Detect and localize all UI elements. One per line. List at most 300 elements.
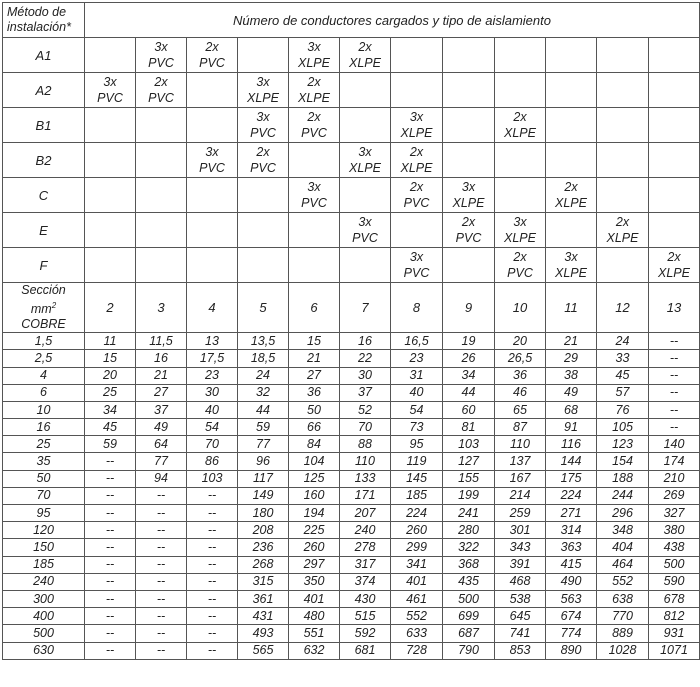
column-number: 7: [340, 283, 391, 333]
ampacity-value: 40: [187, 401, 238, 418]
ampacity-value: 33: [597, 350, 649, 367]
insulation-cell: [495, 213, 546, 248]
ampacity-value: 160: [289, 487, 340, 504]
insulation-text: XLPE: [400, 126, 433, 140]
section-value: 185: [3, 556, 85, 573]
ampacity-value: 36: [495, 367, 546, 384]
ampacity-value: 84: [289, 436, 340, 453]
table-row: [3, 590, 700, 607]
ampacity-value: 853: [495, 642, 546, 659]
ampacity-value: 149: [238, 487, 289, 504]
ampacity-value: 240: [340, 522, 391, 539]
ampacity-value: 88: [340, 436, 391, 453]
ampacity-value: 50: [289, 401, 340, 418]
ampacity-value: 480: [289, 608, 340, 625]
insulation-text: 2x: [461, 215, 476, 229]
section-value: 1,5: [3, 333, 85, 350]
ampacity-value: 127: [443, 453, 495, 470]
section-value: 35: [3, 453, 85, 470]
insulation-cell: [238, 178, 289, 213]
ampacity-value: 244: [597, 487, 649, 504]
ampacity-value: 180: [238, 505, 289, 522]
ampacity-value: 103: [187, 470, 238, 487]
ampacity-value: 119: [391, 453, 443, 470]
ampacity-value: 361: [238, 590, 289, 607]
insulation-cell: [85, 73, 136, 108]
ampacity-value: 65: [495, 401, 546, 418]
insulation-cell: [187, 248, 238, 283]
insulation-text: XLPE: [504, 126, 536, 140]
table-row: [3, 539, 700, 556]
insulation-cell: [340, 178, 391, 213]
ampacity-value: 140: [649, 436, 700, 453]
insulation-cell: [289, 143, 340, 178]
ampacity-value: 11: [85, 333, 136, 350]
ampacity-value: 70: [340, 419, 391, 436]
ampacity-value: 350: [289, 573, 340, 590]
ampacity-value: 34: [85, 401, 136, 418]
insulation-text: 3x: [564, 250, 578, 264]
ampacity-value: 44: [443, 384, 495, 401]
column-number: 12: [597, 283, 649, 333]
ampacity-value: 280: [443, 522, 495, 539]
ampacity-value: 210: [649, 470, 700, 487]
column-number: 4: [187, 283, 238, 333]
insulation-cell: [85, 178, 136, 213]
ampacity-value: 57: [597, 384, 649, 401]
insulation-cell: [289, 178, 340, 213]
ampacity-value: 678: [649, 590, 700, 607]
insulation-text: 3x: [205, 145, 219, 159]
ampacity-value: 52: [340, 401, 391, 418]
insulation-text: PVC: [199, 56, 225, 70]
ampacity-value: 296: [597, 505, 649, 522]
ampacity-value: 54: [187, 419, 238, 436]
insulation-cell: [289, 38, 340, 73]
ampacity-value: 46: [495, 384, 546, 401]
ampacity-value: --: [85, 487, 136, 504]
insulation-text: PVC: [403, 196, 430, 210]
insulation-cell: [289, 73, 340, 108]
ampacity-value: 23: [391, 350, 443, 367]
insulation-cell: [391, 143, 443, 178]
table-row: [3, 505, 700, 522]
ampacity-value: 25: [85, 384, 136, 401]
insulation-text: PVC: [301, 126, 327, 140]
insulation-cell: [649, 248, 700, 283]
ampacity-value: 500: [443, 590, 495, 607]
insulation-text: 2x: [307, 75, 321, 89]
insulation-cell: [649, 108, 700, 143]
insulation-cell: [546, 213, 597, 248]
ampacity-value: 681: [340, 642, 391, 659]
section-value: 25: [3, 436, 85, 453]
insulation-cell: [187, 143, 238, 178]
method-row-a2: [3, 73, 700, 108]
method-rows: [3, 38, 700, 283]
insulation-text: 2x: [615, 215, 630, 229]
ampacity-value: 687: [443, 625, 495, 642]
section-value: 10: [3, 401, 85, 418]
insulation-text: 2x: [564, 180, 578, 194]
insulation-cell: [597, 213, 649, 248]
insulation-cell: [546, 38, 597, 73]
insulation-text: 2x: [307, 110, 321, 124]
insulation-cell: [238, 73, 289, 108]
ampacity-value: 45: [597, 367, 649, 384]
ampacity-value: 30: [340, 367, 391, 384]
insulation-text: PVC: [148, 91, 174, 105]
section-value: 2,5: [3, 350, 85, 367]
ampacity-value: --: [136, 608, 187, 625]
section-value: 6: [3, 384, 85, 401]
ampacity-value: --: [136, 487, 187, 504]
ampacity-value: 16: [340, 333, 391, 350]
insulation-cell: [136, 143, 187, 178]
ampacity-value: 144: [546, 453, 597, 470]
ampacity-value: --: [136, 573, 187, 590]
ampacity-value: 94: [136, 470, 187, 487]
insulation-cell: [85, 38, 136, 73]
ampacity-value: --: [187, 608, 238, 625]
ampacity-value: 110: [495, 436, 546, 453]
insulation-text: 3x: [307, 180, 321, 194]
ampacity-value: --: [85, 522, 136, 539]
ampacity-value: 468: [495, 573, 546, 590]
ampacity-value: 301: [495, 522, 546, 539]
insulation-cell: [391, 213, 443, 248]
ampacity-value: 225: [289, 522, 340, 539]
ampacity-value: 224: [391, 505, 443, 522]
ampacity-value: 415: [546, 556, 597, 573]
insulation-cell: [238, 143, 289, 178]
ampacity-value: 38: [546, 367, 597, 384]
ampacity-value: --: [85, 556, 136, 573]
ampacity-value: 87: [495, 419, 546, 436]
ampacity-value: 1071: [649, 642, 700, 659]
insulation-text: 3x: [358, 145, 372, 159]
table-row: [3, 556, 700, 573]
ampacity-value: 343: [495, 539, 546, 556]
ampacity-value: 348: [597, 522, 649, 539]
ampacity-value: 40: [391, 384, 443, 401]
ampacity-value: 931: [649, 625, 700, 642]
table-row: [3, 333, 700, 350]
ampacity-value: 278: [340, 539, 391, 556]
section-value: 300: [3, 590, 85, 607]
insulation-cell: [443, 38, 495, 73]
ampacity-value: 29: [546, 350, 597, 367]
ampacity-value: 171: [340, 487, 391, 504]
insulation-text: PVC: [352, 231, 378, 245]
section-label: [3, 283, 85, 333]
ampacity-value: 16: [136, 350, 187, 367]
insulation-text: 2x: [205, 40, 219, 54]
column-number: 5: [238, 283, 289, 333]
ampacity-value: 16,5: [391, 333, 443, 350]
insulation-text: 3x: [307, 40, 321, 54]
ampacity-value: --: [85, 625, 136, 642]
insulation-cell: [391, 38, 443, 73]
ampacity-value: --: [85, 470, 136, 487]
ampacity-value: 49: [546, 384, 597, 401]
insulation-cell: [546, 178, 597, 213]
ampacity-value: 188: [597, 470, 649, 487]
ampacity-value: 194: [289, 505, 340, 522]
section-value: 630: [3, 642, 85, 659]
method-row-f: [3, 248, 700, 283]
method-row-b2: [3, 143, 700, 178]
column-number: 2: [85, 283, 136, 333]
insulation-cell: [597, 178, 649, 213]
ampacity-value: 199: [443, 487, 495, 504]
ampacity-value: 86: [187, 453, 238, 470]
method-label: E: [3, 213, 85, 248]
table-row: [3, 384, 700, 401]
section-value: 95: [3, 505, 85, 522]
method-label: F: [3, 248, 85, 283]
data-rows: [3, 333, 700, 660]
column-number: 13: [649, 283, 700, 333]
ampacity-value: 21: [546, 333, 597, 350]
ampacity-value: 493: [238, 625, 289, 642]
ampacity-value: 317: [340, 556, 391, 573]
ampacity-value: --: [136, 522, 187, 539]
insulation-text: XLPE: [452, 196, 485, 210]
ampacity-value: 155: [443, 470, 495, 487]
insulation-text: 2x: [358, 40, 372, 54]
insulation-cell: [238, 38, 289, 73]
insulation-cell: [443, 143, 495, 178]
insulation-text: 2x: [256, 145, 270, 159]
insulation-cell: [85, 108, 136, 143]
method-header-line2: instalación*: [7, 20, 71, 34]
ampacity-value: 68: [546, 401, 597, 418]
ampacity-value: 174: [649, 453, 700, 470]
section-header: [3, 283, 700, 333]
section-value: 4: [3, 367, 85, 384]
ampacity-value: 431: [238, 608, 289, 625]
table-row: [3, 453, 700, 470]
section-label-line2: [3, 298, 84, 317]
insulation-text: 2x: [154, 75, 168, 89]
insulation-text: XLPE: [400, 161, 433, 175]
method-header: [3, 3, 85, 38]
ampacity-value: 404: [597, 539, 649, 556]
table-row: [3, 401, 700, 418]
insulation-text: 3x: [461, 180, 476, 194]
insulation-text: 3x: [256, 110, 270, 124]
ampacity-value: 638: [597, 590, 649, 607]
ampacity-value: 24: [238, 367, 289, 384]
insulation-text: XLPE: [349, 56, 381, 70]
ampacity-value: 20: [495, 333, 546, 350]
ampacity-value: 167: [495, 470, 546, 487]
ampacity-value: --: [85, 453, 136, 470]
insulation-cell: [340, 143, 391, 178]
method-label: C: [3, 178, 85, 213]
insulation-cell: [340, 73, 391, 108]
method-label: B2: [3, 143, 85, 178]
ampacity-value: 297: [289, 556, 340, 573]
ampacity-value: 32: [238, 384, 289, 401]
column-number: 3: [136, 283, 187, 333]
insulation-cell: [289, 248, 340, 283]
insulation-text: 3x: [513, 215, 527, 229]
insulation-cell: [340, 248, 391, 283]
table-row: [3, 642, 700, 659]
ampacity-value: 438: [649, 539, 700, 556]
insulation-cell: [597, 108, 649, 143]
ampacity-value: 592: [340, 625, 391, 642]
insulation-text: 2x: [513, 110, 527, 124]
ampacity-value: 64: [136, 436, 187, 453]
column-number: 10: [495, 283, 546, 333]
ampacity-value: 24: [597, 333, 649, 350]
ampacity-value: 374: [340, 573, 391, 590]
ampacity-value: --: [649, 333, 700, 350]
ampacity-value: 21: [136, 367, 187, 384]
ampacity-value: 133: [340, 470, 391, 487]
insulation-text: XLPE: [298, 91, 330, 105]
ampacity-value: 699: [443, 608, 495, 625]
ampacity-value: 36: [289, 384, 340, 401]
ampacity-value: 137: [495, 453, 546, 470]
ampacity-value: 45: [85, 419, 136, 436]
insulation-text: 3x: [103, 75, 117, 89]
ampacity-value: --: [187, 487, 238, 504]
ampacity-value: 95: [391, 436, 443, 453]
section-value: 70: [3, 487, 85, 504]
ampacity-value: 461: [391, 590, 443, 607]
ampacity-value: 260: [391, 522, 443, 539]
ampacity-value: 380: [649, 522, 700, 539]
ampacity-value: 125: [289, 470, 340, 487]
column-number: 6: [289, 283, 340, 333]
ampacity-value: 728: [391, 642, 443, 659]
insulation-cell: [340, 108, 391, 143]
insulation-cell: [136, 73, 187, 108]
ampacity-value: 145: [391, 470, 443, 487]
ampacity-value: 77: [238, 436, 289, 453]
section-header-row: [3, 283, 700, 333]
ampacity-value: 77: [136, 453, 187, 470]
insulation-cell: [649, 143, 700, 178]
insulation-cell: [597, 38, 649, 73]
insulation-cell: [649, 73, 700, 108]
ampacity-value: 103: [443, 436, 495, 453]
ampacity-value: 37: [340, 384, 391, 401]
insulation-cell: [546, 143, 597, 178]
ampacity-value: --: [136, 556, 187, 573]
ampacity-value: --: [85, 573, 136, 590]
column-number: 9: [443, 283, 495, 333]
ampacity-value: 224: [546, 487, 597, 504]
ampacity-value: 123: [597, 436, 649, 453]
method-row-e: [3, 213, 700, 248]
insulation-text: XLPE: [606, 231, 639, 245]
ampacity-value: 34: [443, 367, 495, 384]
insulation-cell: [136, 248, 187, 283]
table-row: [3, 350, 700, 367]
ampacity-value: 116: [546, 436, 597, 453]
ampacity-value: --: [187, 522, 238, 539]
ampacity-value: 110: [340, 453, 391, 470]
ampacity-value: 269: [649, 487, 700, 504]
ampacity-value: 299: [391, 539, 443, 556]
ampacity-value: 154: [597, 453, 649, 470]
insulation-cell: [546, 248, 597, 283]
insulation-text: PVC: [97, 91, 123, 105]
ampacity-value: 60: [443, 401, 495, 418]
insulation-cell: [391, 108, 443, 143]
section-value: 50: [3, 470, 85, 487]
section-value: 150: [3, 539, 85, 556]
insulation-text: 2x: [409, 180, 424, 194]
ampacity-value: 54: [391, 401, 443, 418]
ampacity-value: 175: [546, 470, 597, 487]
insulation-text: 3x: [154, 40, 168, 54]
insulation-text: PVC: [250, 161, 276, 175]
ampacity-value: 260: [289, 539, 340, 556]
insulation-cell: [289, 108, 340, 143]
insulation-cell: [443, 73, 495, 108]
ampacity-value: 563: [546, 590, 597, 607]
insulation-text: PVC: [507, 266, 533, 280]
insulation-text: PVC: [301, 196, 327, 210]
insulation-cell: [340, 213, 391, 248]
insulation-text: 2x: [513, 250, 527, 264]
insulation-cell: [187, 213, 238, 248]
ampacity-value: 590: [649, 573, 700, 590]
ampacity-value: 27: [136, 384, 187, 401]
ampacity-value: 241: [443, 505, 495, 522]
column-number: 11: [546, 283, 597, 333]
ampacity-value: 13: [187, 333, 238, 350]
insulation-cell: [597, 143, 649, 178]
table-row: [3, 608, 700, 625]
ampacity-value: 268: [238, 556, 289, 573]
insulation-cell: [443, 248, 495, 283]
ampacity-value: 391: [495, 556, 546, 573]
ampacity-value: 770: [597, 608, 649, 625]
table-row: [3, 470, 700, 487]
ampacity-value: --: [85, 590, 136, 607]
ampacity-value: 341: [391, 556, 443, 573]
insulation-text: 2x: [409, 145, 424, 159]
insulation-cell: [136, 213, 187, 248]
insulation-text: PVC: [250, 126, 276, 140]
insulation-cell: [85, 213, 136, 248]
ampacity-value: 17,5: [187, 350, 238, 367]
ampacity-value: 464: [597, 556, 649, 573]
ampacity-value: 315: [238, 573, 289, 590]
ampacity-value: 30: [187, 384, 238, 401]
ampacity-value: 27: [289, 367, 340, 384]
insulation-cell: [443, 108, 495, 143]
ampacity-value: --: [187, 556, 238, 573]
ampacity-value: 96: [238, 453, 289, 470]
ampacity-value: --: [85, 608, 136, 625]
method-row-a1: [3, 38, 700, 73]
ampacity-value: 790: [443, 642, 495, 659]
method-header-line1: Método de: [7, 5, 67, 19]
insulation-cell: [238, 248, 289, 283]
ampacity-value: --: [136, 625, 187, 642]
ampacity-value: 236: [238, 539, 289, 556]
ampacity-value: --: [85, 642, 136, 659]
column-number: 8: [391, 283, 443, 333]
